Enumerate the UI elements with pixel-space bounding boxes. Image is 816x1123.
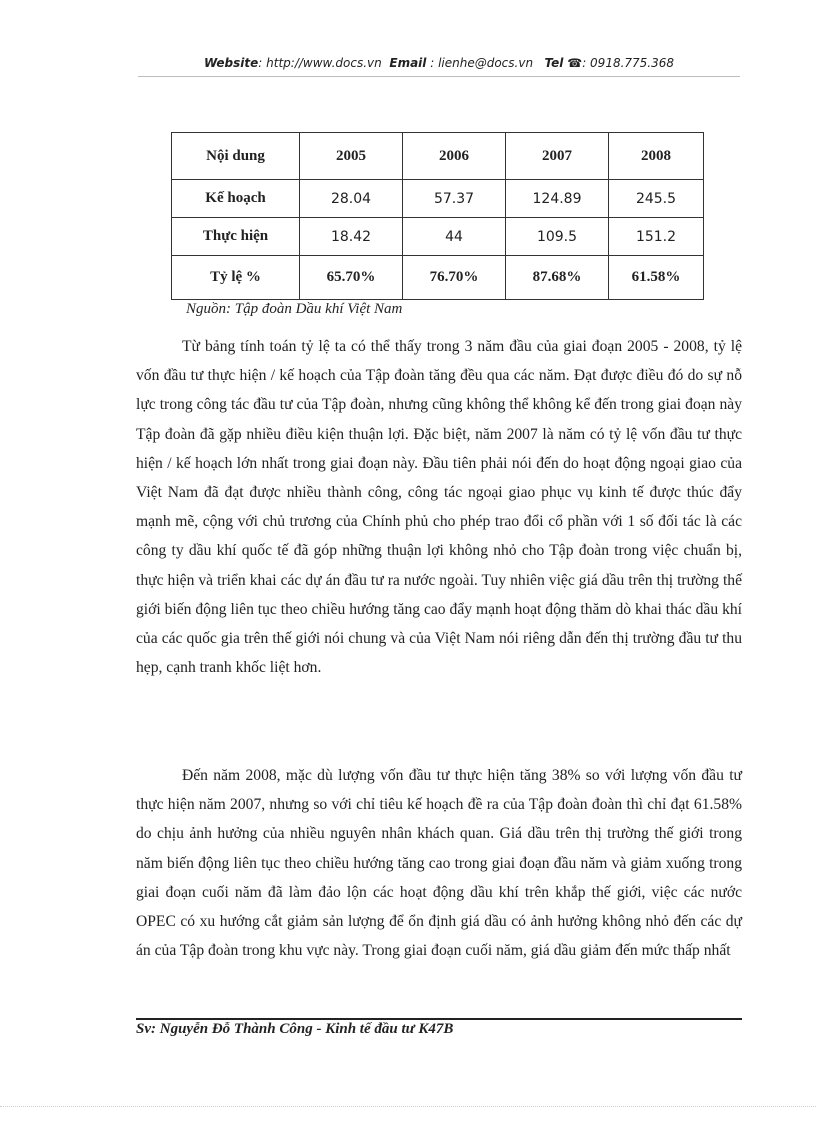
body-paragraph: Đến năm 2008, mặc dù lượng vốn đầu tư thực hiện tăng 38% so với lượng vốn đầu tư thực hiện năm 2007, nhưng so với chỉ tiêu kế hoạch đề ra của Tập đoàn đoàn thì chỉ đạt 61.58% do chịu ảnh hưởng của nhiều nguyên nhân khách quan. Giá dầu trên thị trường thế giới trong năm biến động liên tục theo chiều hướng tăng cao trong giai đoạn đầu năm và giảm xuống trong giai đoạn cuối năm đã làm đảo lộn các hoạt động dầu khí trên khắp thế giới, việc các nước OPEC có xu hướng cắt giảm sản lượng để ổn định giá dầu có ảnh hưởng không nhỏ đến các dự án của Tập đoàn trong khu vực này. Trong giai đoạn cuối năm, giá dầu giảm đến mức thấp nhất <box>136 767 742 960</box>
table-cell: 76.70% <box>403 256 506 300</box>
table-row <box>172 256 704 300</box>
table-row <box>172 218 704 256</box>
table-cell: 65.70% <box>300 256 403 300</box>
email-label: Email <box>389 56 427 70</box>
page-footer: Sv: Nguyễn Đỗ Thành Công - Kinh tế đầu tư K47B <box>136 1021 454 1037</box>
body-paragraph: Từ bảng tính toán tỷ lệ ta có thể thấy trong 3 năm đầu của giai đoạn 2005 - 2008, tỷ lệ vốn đầu tư thực hiện / kế hoạch của Tập đoàn tăng đều qua các năm. Đạt được điều đó do sự nỗ lực trong công tác đầu tư của Tập đoàn, nhưng cũng không thể không kể đến trong giai đoạn này Tập đoàn đã gặp nhiều điều kiện thuận lợi. Đặc biệt, năm 2007 là năm có tỷ lệ vốn đầu tư thực hiện / kế hoạch lớn nhất trong giai đoạn này. Đầu tiên phải nói đến do hoạt động ngoại giao của Việt Nam đã đạt được nhiều thành công, công tác ngoại giao phục vụ kinh tế được thúc đẩy mạnh mẽ, cộng với chủ trương của Chính phủ cho phép trao đổi cổ phần với 1 số đối tác là các công ty dầu khí quốc tế đã góp những thuận lợi không nhỏ cho Tập đoàn trong việc chuẩn bị, thực hiện và triển khai các dự án đầu tư ra nước ngoài. Tuy nhiên việc giá dầu trên thị trường thế giới biến động liên tục theo chiều hướng tăng cao đẩy mạnh hoạt động thăm dò khai thác dầu khí của các quốc gia trên thế giới nói chung và của Việt Nam nói riêng dẫn đến thị trường đầu tư thu hẹp, cạnh tranh khốc liệt hơn. <box>136 338 742 677</box>
table-cell: 124.89 <box>506 180 609 218</box>
table-cell: 18.42 <box>300 218 403 256</box>
header-cell: Nội dung <box>172 133 300 180</box>
table-cell: 151.2 <box>609 218 704 256</box>
table-cell: 57.37 <box>403 180 506 218</box>
page-edge-rule <box>0 1106 816 1107</box>
phone-icon: ☎ <box>567 56 583 70</box>
table-cell: 109.5 <box>506 218 609 256</box>
website-label: Website <box>203 56 259 70</box>
header-cell: 2006 <box>403 133 506 180</box>
row-label: Thực hiện <box>172 218 300 256</box>
header-cell: 2005 <box>300 133 403 180</box>
email-value: : lienhe@docs.vn <box>426 56 534 70</box>
table-header-row <box>172 133 704 180</box>
header-cell: 2007 <box>506 133 609 180</box>
table-cell: 44 <box>403 218 506 256</box>
tel-label: Tel <box>544 56 564 70</box>
table-row <box>172 180 704 218</box>
row-label: Kế hoạch <box>172 180 300 218</box>
header-rule <box>138 76 740 77</box>
header-cell: 2008 <box>609 133 704 180</box>
website-value: : http://www.docs.vn <box>258 56 382 70</box>
table-cell: 61.58% <box>609 256 704 300</box>
tel-value: : 0918.775.368 <box>582 56 675 70</box>
table-cell: 87.68% <box>506 256 609 300</box>
footer-rule <box>136 1018 742 1020</box>
table-cell: 28.04 <box>300 180 403 218</box>
table-cell: 245.5 <box>609 180 704 218</box>
page-header <box>138 56 740 70</box>
row-label: Tỷ lệ % <box>172 256 300 300</box>
table-source: Nguồn: Tập đoàn Dầu khí Việt Nam <box>186 301 403 317</box>
investment-table <box>171 132 704 300</box>
